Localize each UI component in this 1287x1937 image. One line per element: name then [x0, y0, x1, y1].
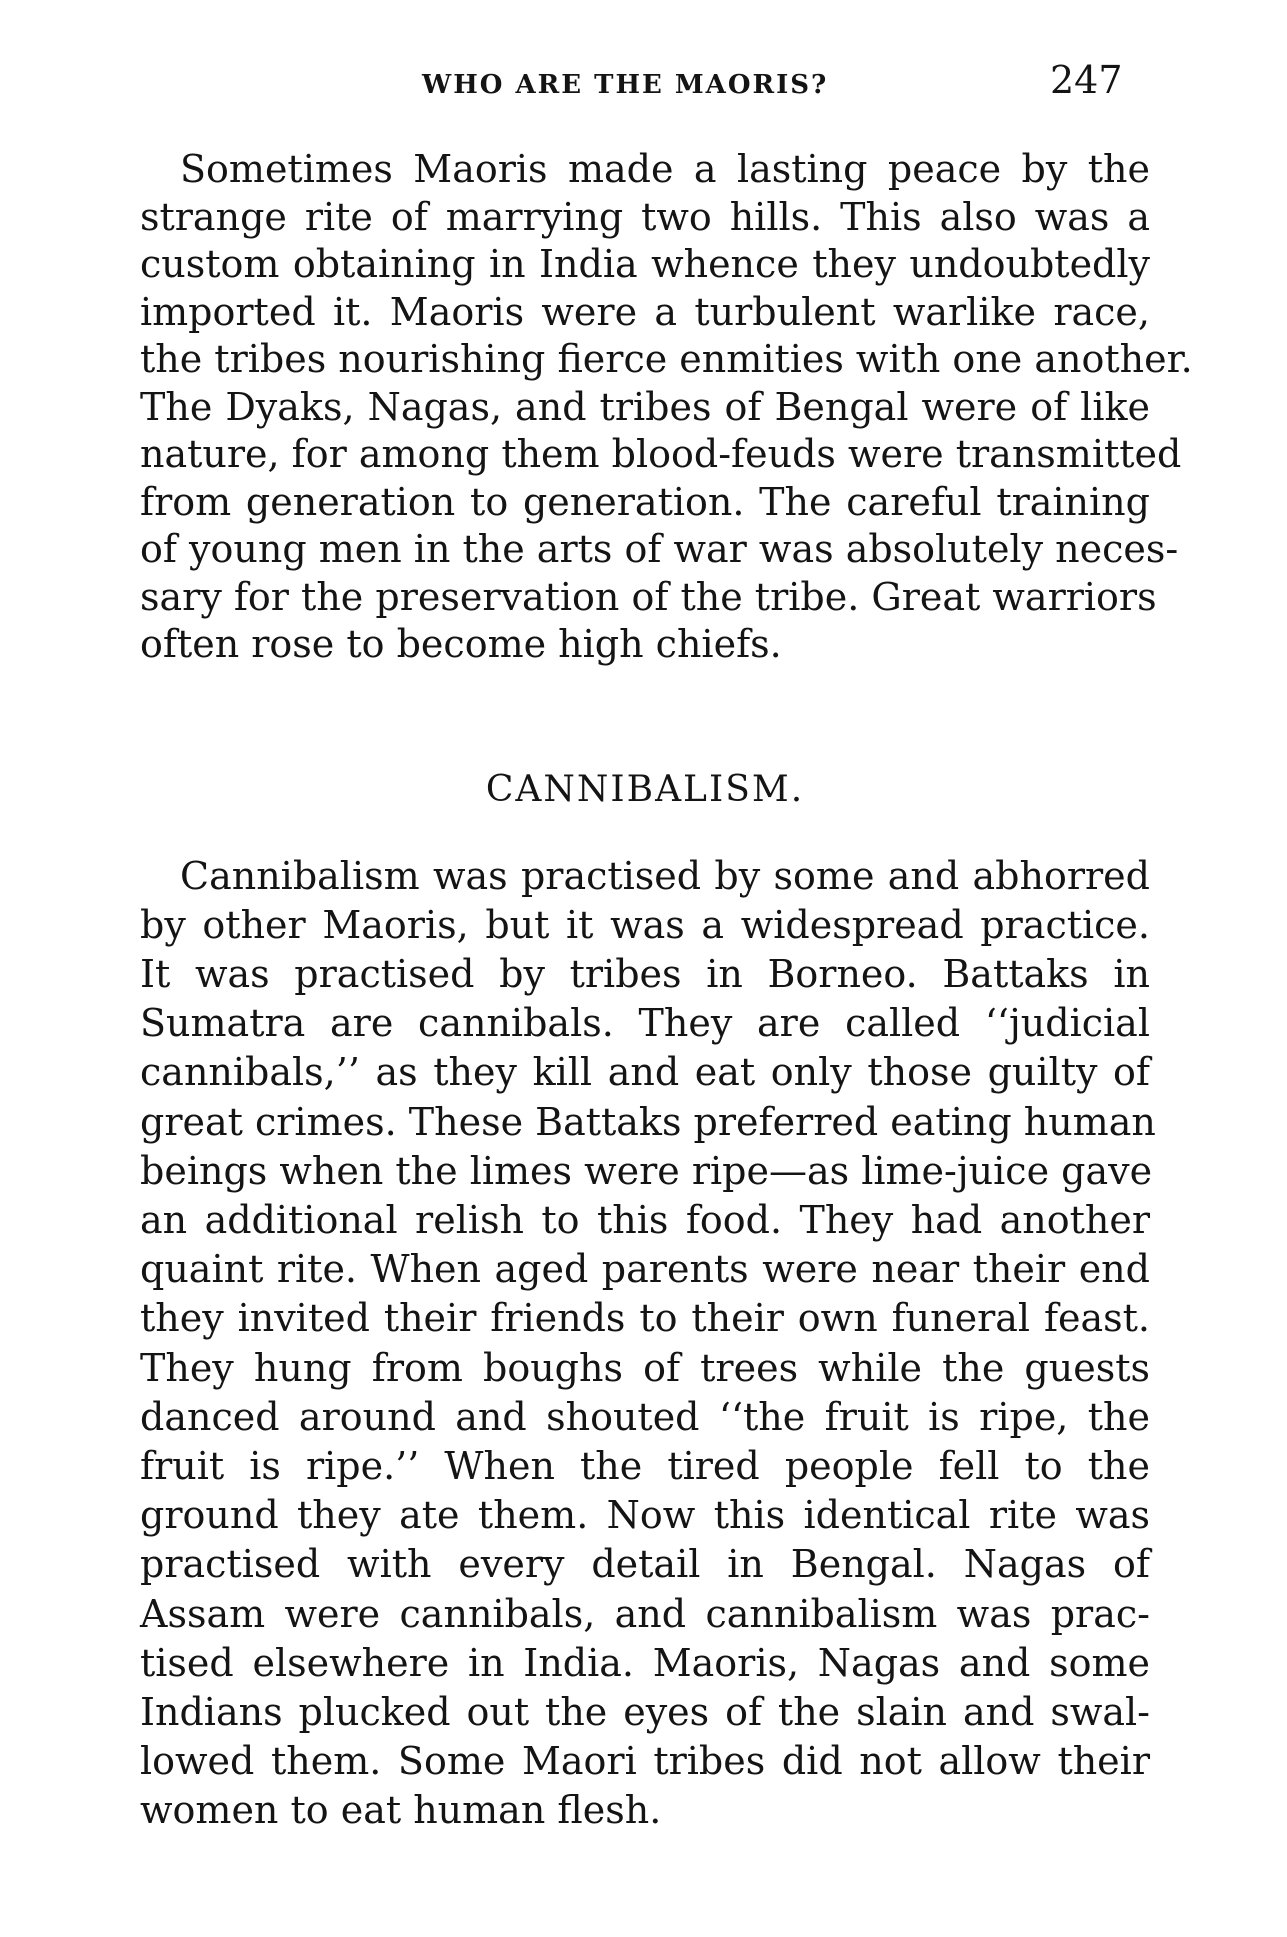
paragraph-line: Cannibalism was practised by some and abhorred	[180, 853, 1150, 898]
paragraph-line: women to eat human flesh.	[140, 1788, 662, 1833]
paragraph-line: Sumatra are cannibals. They are called ‘‘judicial	[140, 1001, 1150, 1046]
paragraph-line: lowed them. Some Maori tribes did not allow their	[140, 1739, 1150, 1784]
paragraph-line: Indians plucked out the eyes of the slain and swal-	[140, 1689, 1150, 1734]
paragraph-line: They hung from boughs of trees while the guests	[140, 1345, 1150, 1390]
paragraph-line: by other Maoris, but it was a widespread practice.	[140, 902, 1150, 947]
paragraph-line: an additional relish to this food. They had another	[140, 1197, 1150, 1242]
paragraph-line: nature, for among them blood-feuds were transmitted	[140, 432, 1182, 476]
paragraph-line: great crimes. These Battaks preferred eating human	[140, 1099, 1156, 1144]
paragraph-line: of young men in the arts of war was absolutely neces-	[140, 527, 1179, 571]
paragraph-line: imported it. Maoris were a turbulent warlike race,	[140, 289, 1150, 334]
paragraph-line: ground they ate them. Now this identical rite was	[140, 1493, 1150, 1538]
paragraph-line: Assam were cannibals, and cannibalism was prac-	[140, 1591, 1150, 1636]
paragraph-line: sary for the preservation of the tribe. Great warriors	[140, 574, 1157, 619]
section-heading: CANNIBALISM.	[485, 768, 805, 810]
paragraph-line: beings when the limes were ripe—as lime-juice gave	[140, 1148, 1153, 1193]
paragraph-2	[140, 852, 1156, 1836]
book-page	[140, 48, 1193, 1836]
paragraph-line: custom obtaining in India whence they undoubtedly	[140, 242, 1150, 286]
paragraph-line: It was practised by tribes in Borneo. Battaks in	[140, 951, 1150, 996]
paragraph-line: fruit is ripe.’’ When the tired people fell to the	[140, 1443, 1150, 1488]
paragraph-line: strange rite of marrying two hills. This also was a	[140, 194, 1150, 239]
page-header	[140, 48, 1150, 118]
paragraph-line: cannibals,’’ as they kill and eat only those guilty of	[140, 1050, 1150, 1095]
page-number: 247	[1050, 58, 1123, 102]
paragraph-line: danced around and shouted ‘‘the fruit is ripe, the	[140, 1394, 1150, 1439]
paragraph-line: often rose to become high chiefs.	[140, 622, 782, 666]
paragraph-1	[140, 146, 1193, 669]
paragraph-line: they invited their friends to their own funeral feast.	[140, 1296, 1150, 1341]
paragraph-line: the tribes nourishing fierce enmities with one another.	[140, 337, 1193, 381]
paragraph-line: practised with every detail in Bengal. Nagas of	[140, 1542, 1150, 1587]
paragraph-line: from generation to generation. The careful training	[140, 479, 1150, 524]
running-title: WHO ARE THE MAORIS?	[422, 70, 829, 100]
paragraph-line: quaint rite. When aged parents were near their end	[140, 1247, 1150, 1292]
paragraph-line: The Dyaks, Nagas, and tribes of Bengal were of like	[140, 384, 1150, 429]
paragraph-line: tised elsewhere in India. Maoris, Nagas and some	[140, 1640, 1150, 1685]
paragraph-line: Sometimes Maoris made a lasting peace by the	[180, 147, 1150, 191]
